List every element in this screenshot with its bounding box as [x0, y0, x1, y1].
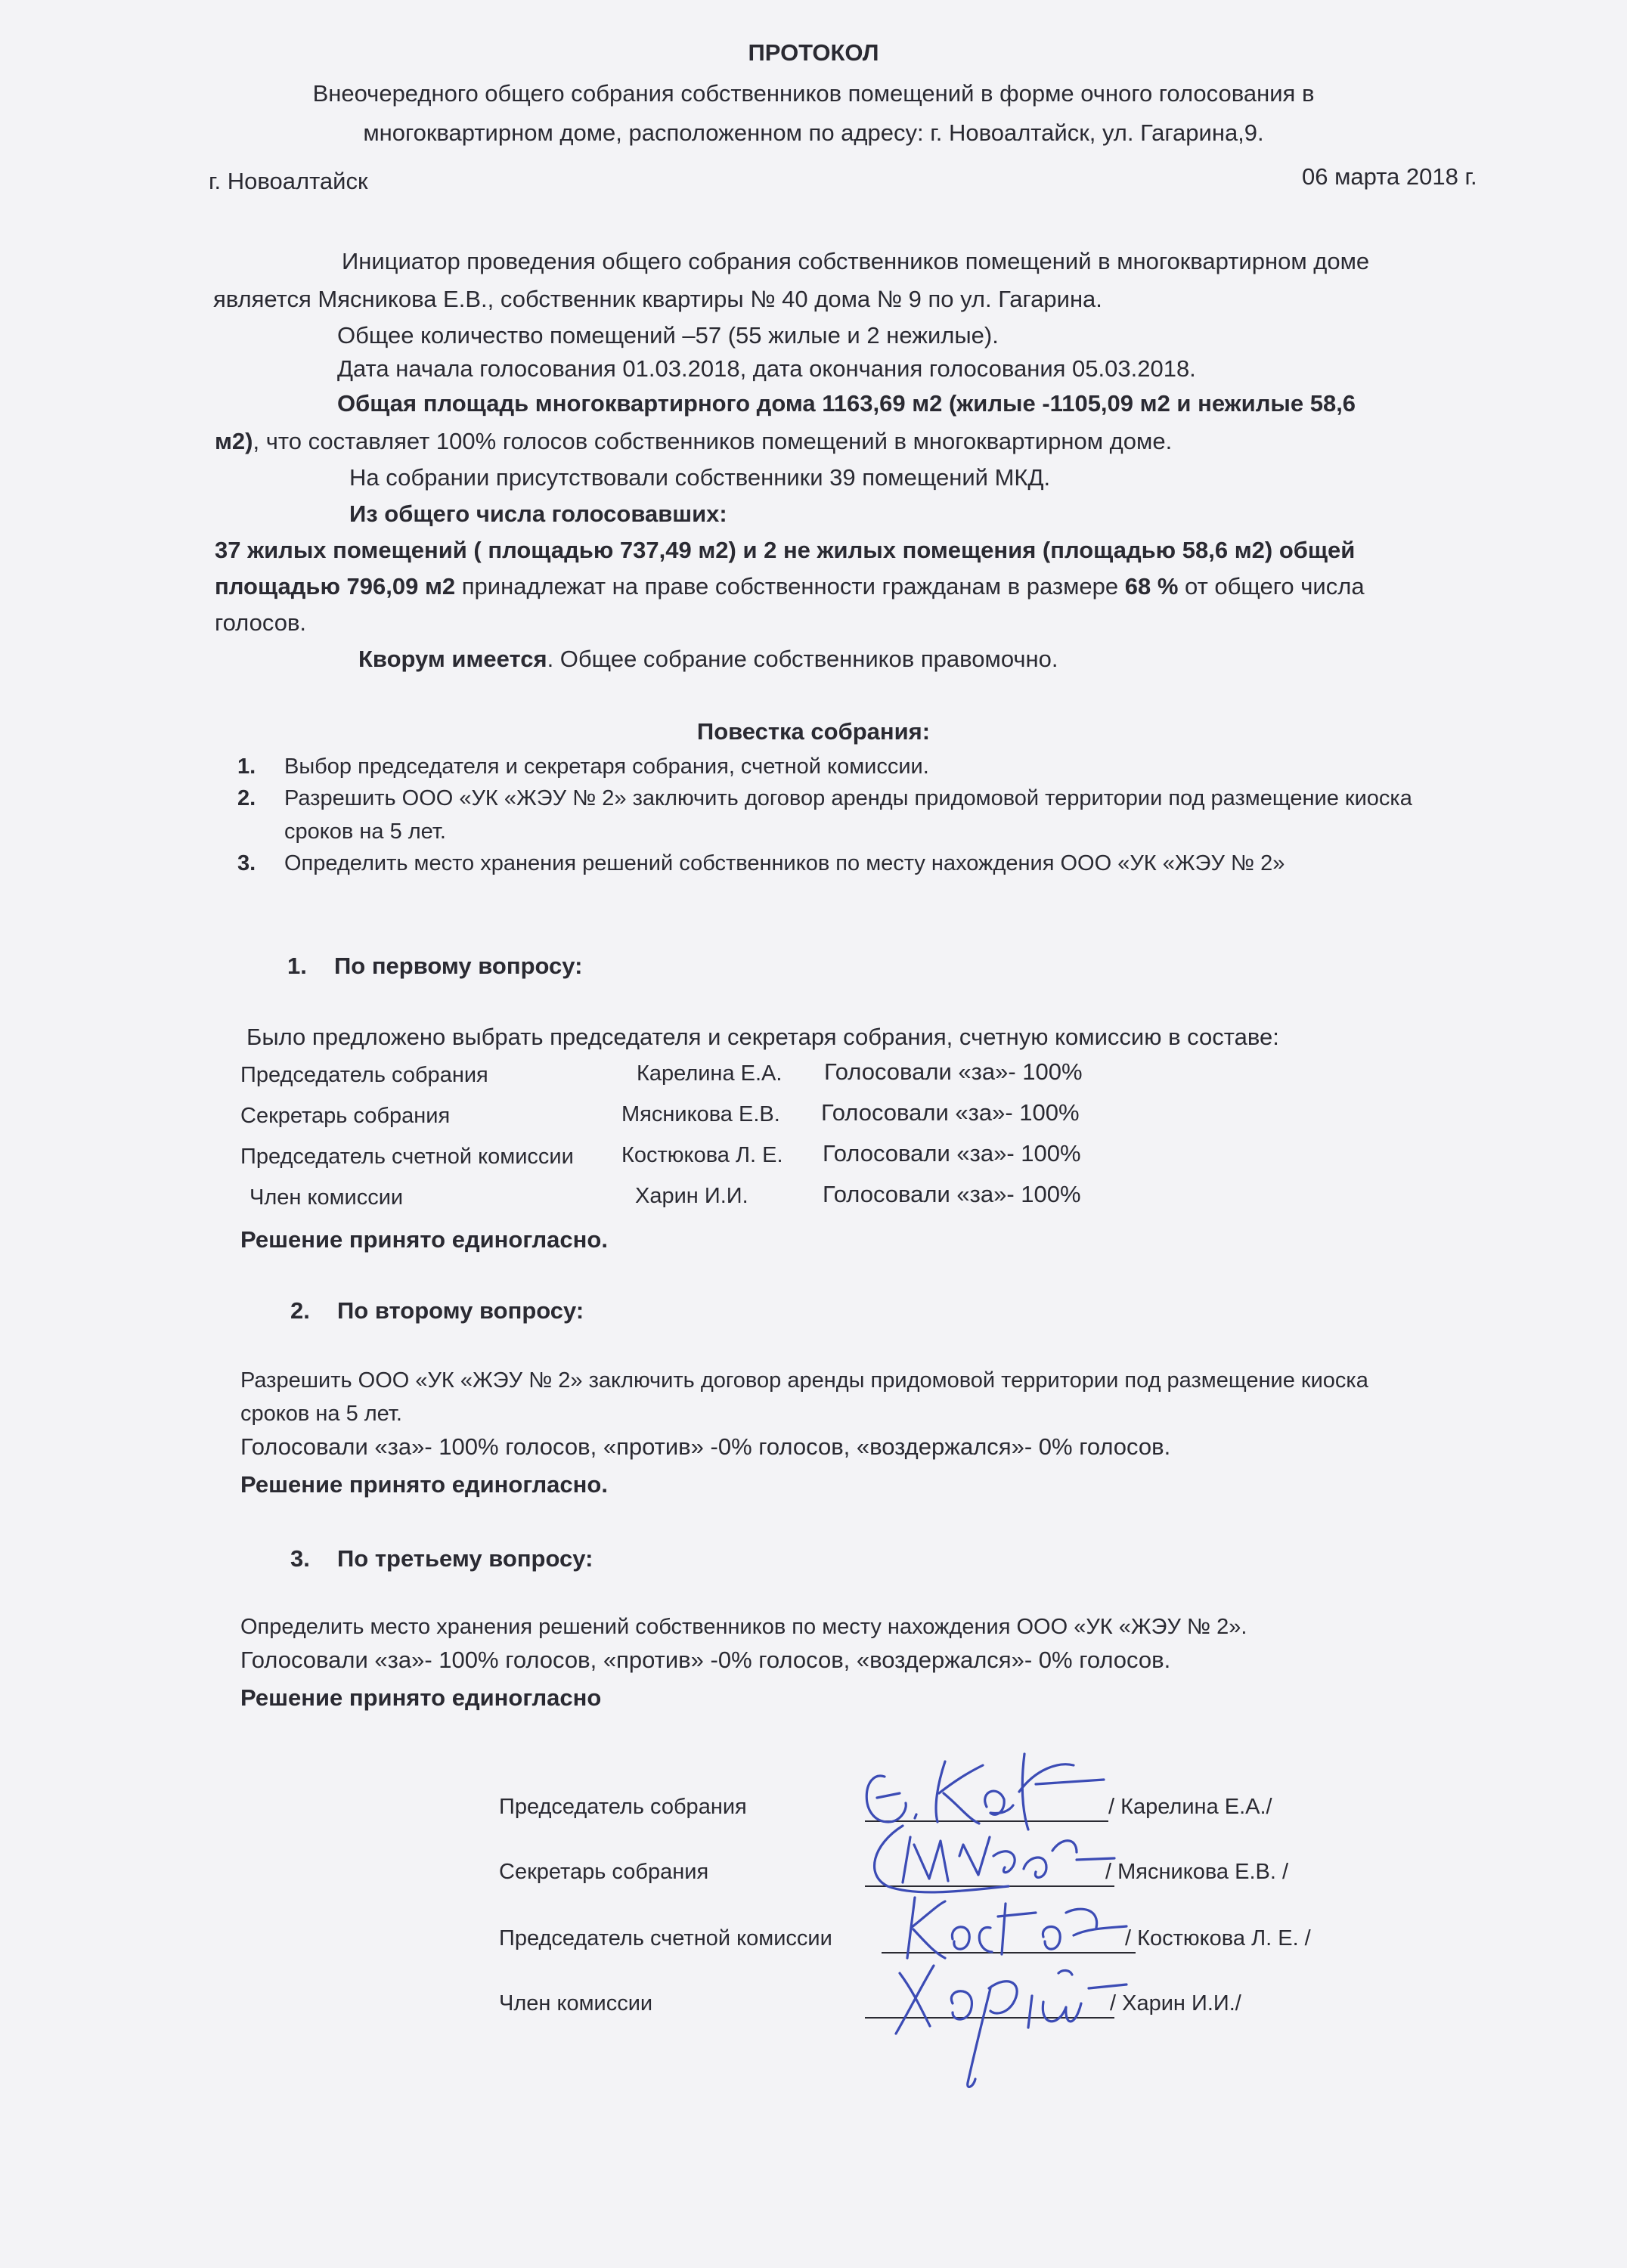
signature-role: Председатель собрания: [499, 1795, 747, 1819]
signature-name: / Мясникова Е.В. /: [1105, 1860, 1289, 1884]
intro-line-2: является Мясникова Е.В., собственник квартиры № 40 дома № 9 по ул. Гагарина.: [213, 286, 1102, 312]
intro-voters-percent: 68 %: [1124, 573, 1179, 600]
intro-voters-line-2: [215, 572, 1365, 602]
intro-voters-line-1: 37 жилых помещений ( площадью 737,49 м2) и 2 не жилых помещения (площадью 58,6 м2) общей: [215, 537, 1356, 563]
signature-name: / Карелина Е.А./: [1108, 1795, 1272, 1819]
q3-votes: Голосовали «за»- 100% голосов, «против» -0% голосов, «воздержался»- 0% голосов.: [240, 1647, 1171, 1673]
q1-row-vote: Голосовали «за»- 100%: [824, 1058, 1083, 1085]
agenda-item-text: Определить место хранения решений собственников по месту нахождения ООО «УК «ЖЭУ № 2»: [284, 851, 1285, 875]
q2-heading-text: По второму вопросу:: [337, 1297, 584, 1324]
q1-row-role: Председатель счетной комиссии: [240, 1145, 574, 1169]
q2-decision: Решение принято единогласно.: [240, 1471, 608, 1498]
q2-votes: Голосовали «за»- 100% голосов, «против» -0% голосов, «воздержался»- 0% голосов.: [240, 1433, 1171, 1460]
q3-heading-text: По третьему вопросу:: [337, 1545, 593, 1572]
q1-row-vote: Голосовали «за»- 100%: [823, 1140, 1081, 1167]
signature-name: / Харин И.И./: [1110, 1991, 1241, 2015]
signature-name: / Костюкова Л. Е. /: [1125, 1926, 1311, 1950]
intro-line-6-rest: , что составляет 100% голосов собственников помещений в многоквартирном доме.: [253, 428, 1173, 454]
q1-decision: Решение принято единогласно.: [240, 1226, 608, 1253]
q2-text-line-1: Разрешить ООО «УК «ЖЭУ № 2» заключить договор аренды придомовой территории под размещение киоска: [240, 1368, 1368, 1393]
agenda-item-number: 1.: [237, 754, 256, 779]
quorum-bold: Кворум имеется: [358, 646, 547, 672]
agenda-item-text: Выбор председателя и секретаря собрания, счетной комиссии.: [284, 754, 929, 779]
q1-row-name: Костюкова Л. Е.: [621, 1143, 783, 1167]
agenda-item-continuation: сроков на 5 лет.: [284, 820, 446, 844]
signature-role: Секретарь собрания: [499, 1860, 709, 1884]
q1-row-vote: Голосовали «за»- 100%: [823, 1181, 1081, 1207]
agenda-item: [237, 848, 1285, 878]
q1-row-role: Член комиссии: [249, 1185, 404, 1210]
agenda-item: [237, 783, 1412, 813]
intro-voters-area: площадью 796,09 м2: [215, 573, 456, 600]
q1-row-name: Харин И.И.: [635, 1184, 748, 1208]
q1-number: 1.: [287, 953, 307, 979]
q3-heading: [290, 1544, 593, 1574]
signature-role: Член комиссии: [499, 1991, 653, 2015]
agenda-item-number: 2.: [237, 786, 256, 810]
q2-text-line-2: сроков на 5 лет.: [240, 1402, 402, 1426]
q1-row-role: Секретарь собрания: [240, 1104, 451, 1128]
intro-line-7: На собрании присутствовали собственники 39 помещений МКД.: [349, 464, 1051, 491]
document-date: 06 марта 2018 г.: [1302, 163, 1477, 190]
document-title: ПРОТОКОЛ: [748, 39, 879, 66]
intro-voters-end: от общего числа: [1178, 573, 1365, 600]
intro-line-6: [215, 426, 1172, 457]
q3-number: 3.: [290, 1545, 310, 1572]
agenda-item: [237, 751, 929, 782]
intro-total-area: Общая площадь многоквартирного дома 1163,69 м2 (жилые -1105,09 м2 и нежилые 58,6: [337, 390, 1356, 417]
agenda-item-number: 3.: [237, 851, 256, 875]
intro-line-11: голосов.: [215, 609, 307, 636]
q3-decision: Решение принято единогласно: [240, 1684, 602, 1711]
q1-heading-text: По первому вопросу:: [334, 953, 583, 979]
intro-line-4: Дата начала голосования 01.03.2018, дата окончания голосования 05.03.2018.: [337, 355, 1196, 382]
q1-heading: [287, 951, 582, 981]
intro-line-6-bold: м2): [215, 428, 253, 454]
intro-line-3: Общее количество помещений –57 (55 жилые и 2 нежилые).: [337, 322, 999, 349]
signature-role: Председатель счетной комиссии: [499, 1926, 832, 1950]
q2-number: 2.: [290, 1297, 310, 1324]
intro-voters-heading: Из общего числа голосовавших:: [349, 500, 727, 527]
city: г. Новоалтайск: [209, 168, 368, 194]
subtitle-line-2: многоквартирном доме, расположенном по адресу: г. Новоалтайск, ул. Гагарина,9.: [363, 119, 1264, 146]
agenda-heading: Повестка собрания:: [696, 718, 931, 745]
q1-row-vote: Голосовали «за»- 100%: [821, 1099, 1080, 1126]
q1-row-role: Председатель собрания: [240, 1063, 488, 1087]
agenda-item-text: Разрешить ООО «УК «ЖЭУ № 2» заключить договор аренды придомовой территории под размещение киоска: [284, 786, 1412, 810]
signature-commission-member: [877, 1943, 1149, 2094]
q3-text-line-1: Определить место хранения решений собственников по месту нахождения ООО «УК «ЖЭУ № 2».: [240, 1615, 1247, 1639]
intro-line-1: Инициатор проведения общего собрания собственников помещений в многоквартирном доме: [342, 248, 1370, 274]
q1-proposal: Было предложено выбрать председателя и секретаря собрания, счетную комиссию в составе:: [246, 1024, 1279, 1050]
intro-voters-rest: принадлежат на праве собственности гражданам в размере: [455, 573, 1125, 600]
q1-row-name: Мясникова Е.В.: [621, 1102, 780, 1126]
q2-heading: [290, 1296, 584, 1326]
q1-row-name: Карелина Е.А.: [637, 1061, 783, 1086]
subtitle-line-1: Внеочередного общего собрания собственников помещений в форме очного голосования в: [312, 80, 1315, 107]
quorum-rest: . Общее собрание собственников правомочно.: [547, 646, 1058, 672]
quorum-line: [358, 644, 1058, 674]
